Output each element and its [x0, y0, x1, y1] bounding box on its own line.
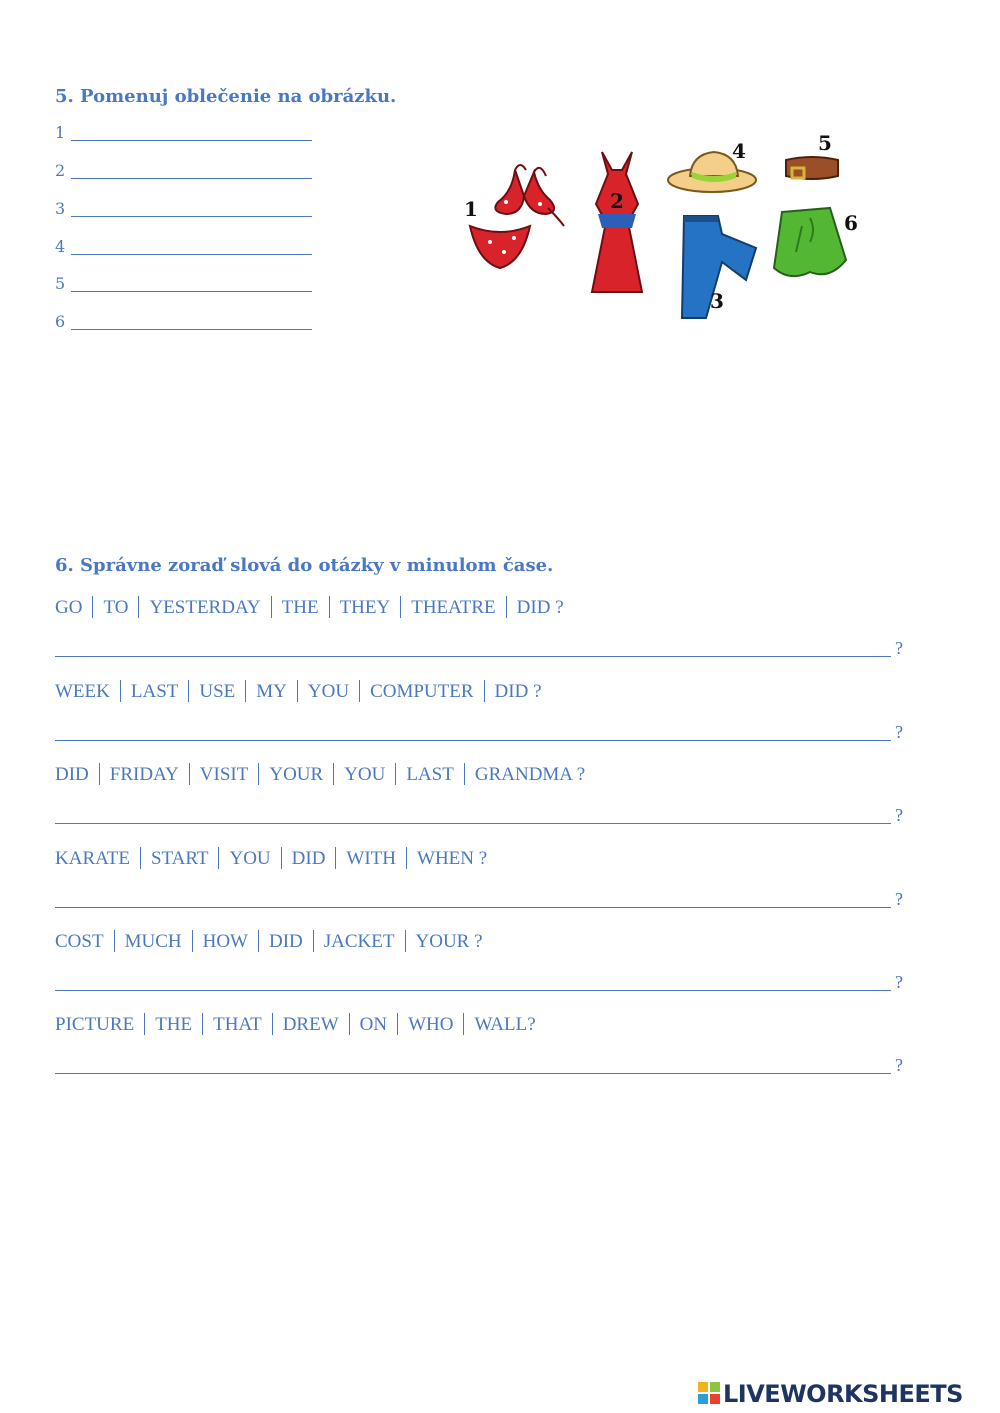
word-separator [406, 847, 407, 869]
question-mark: ? [895, 972, 903, 992]
scrambled-word: GO [55, 597, 83, 618]
word-separator [272, 1013, 273, 1035]
answer-blank[interactable] [55, 656, 891, 657]
word-separator [313, 930, 314, 952]
answer-blank[interactable] [71, 329, 312, 330]
word-separator [400, 596, 401, 618]
word-separator [188, 680, 189, 702]
scrambled-word: DID [55, 764, 89, 785]
picture-number-6: 6 [844, 211, 858, 235]
scrambled-word: FRIDAY [109, 764, 179, 785]
skirt-icon [774, 208, 846, 276]
word-separator [258, 930, 259, 952]
scrambled-word: ON [359, 1014, 388, 1035]
scrambled-word: THAT [213, 1014, 262, 1035]
scrambled-word: DID ? [494, 681, 542, 702]
answer-blank[interactable] [71, 254, 312, 255]
answer-blank[interactable] [71, 178, 312, 179]
scrambled-word: START [150, 848, 209, 869]
scrambled-word: YOU [344, 764, 386, 785]
word-separator [92, 596, 93, 618]
scrambled-word: WALL? [474, 1014, 536, 1035]
answer-blank[interactable] [71, 216, 312, 217]
word-separator [99, 763, 100, 785]
scrambled-word: DID [268, 931, 303, 952]
scrambled-word: USE [199, 681, 236, 702]
picture-number-5: 5 [818, 131, 832, 155]
answer-blank[interactable] [55, 740, 891, 741]
question-mark: ? [895, 638, 903, 658]
scrambled-word: LAST [406, 764, 454, 785]
answer-blank[interactable] [55, 823, 891, 824]
question-answer-line[interactable] [55, 722, 905, 744]
scrambled-word: LAST [130, 681, 179, 702]
scrambled-word: WHEN ? [417, 848, 488, 869]
answer-blank[interactable] [55, 1073, 891, 1074]
word-separator [192, 930, 193, 952]
scrambled-word: GRANDMA ? [474, 764, 586, 785]
word-separator [395, 763, 396, 785]
word-separator [405, 930, 406, 952]
word-separator [484, 680, 485, 702]
scrambled-word: DID ? [516, 597, 564, 618]
word-separator [335, 847, 336, 869]
word-separator [463, 1013, 464, 1035]
scrambled-word: YOUR ? [415, 931, 483, 952]
word-separator [464, 763, 465, 785]
question-mark: ? [895, 889, 903, 909]
scrambled-word: COMPUTER [370, 681, 474, 702]
scrambled-word: WEEK [55, 681, 110, 702]
question-answer-line[interactable] [55, 638, 905, 660]
word-separator [218, 847, 219, 869]
word-separator [297, 680, 298, 702]
question-answer-line[interactable] [55, 805, 905, 827]
answer-blank[interactable] [55, 990, 891, 991]
scrambled-word: YOU [307, 681, 350, 702]
scrambled-word: TO [103, 597, 129, 618]
scrambled-word: JACKET [323, 931, 395, 952]
word-separator [120, 680, 121, 702]
clothes-picture [460, 130, 860, 330]
scrambled-word: MY [256, 681, 287, 702]
bikini-icon [470, 165, 564, 268]
answer-number: 5 [55, 274, 66, 293]
scrambled-word: WITH [346, 848, 397, 869]
liveworksheets-footer [698, 1380, 994, 1408]
scrambled-words-row [55, 596, 564, 620]
scrambled-word: DID [291, 848, 326, 869]
word-separator [349, 1013, 350, 1035]
brand-name: LIVEWORKSHEETS [723, 1380, 963, 1408]
scrambled-words-row [55, 1013, 536, 1037]
word-separator [140, 847, 141, 869]
word-separator [271, 596, 272, 618]
picture-number-1: 1 [464, 197, 478, 221]
scrambled-word: THEY [339, 597, 391, 618]
word-separator [359, 680, 360, 702]
scrambled-word: PICTURE [55, 1014, 135, 1035]
belt-icon [786, 157, 838, 179]
word-separator [329, 596, 330, 618]
question-mark: ? [895, 722, 903, 742]
scrambled-words-row [55, 847, 487, 871]
word-separator [506, 596, 507, 618]
scrambled-word: HOW [202, 931, 248, 952]
word-separator [138, 596, 139, 618]
picture-number-3: 3 [710, 289, 724, 313]
question-answer-line[interactable] [55, 889, 905, 911]
scrambled-word: VISIT [199, 764, 249, 785]
dress-icon [592, 152, 642, 292]
answer-blank[interactable] [71, 140, 312, 141]
scrambled-word: YOUR [269, 764, 324, 785]
question-mark: ? [895, 805, 903, 825]
word-separator [189, 763, 190, 785]
scrambled-word: COST [55, 931, 104, 952]
word-separator [144, 1013, 145, 1035]
question-answer-line[interactable] [55, 1055, 905, 1077]
scrambled-words-row [55, 680, 542, 704]
answer-number: 6 [55, 312, 66, 331]
liveworksheets-logo-icon [698, 1382, 720, 1404]
word-separator [333, 763, 334, 785]
word-separator [202, 1013, 203, 1035]
scrambled-word: YESTERDAY [149, 597, 261, 618]
answer-blank[interactable] [71, 291, 312, 292]
word-separator [281, 847, 282, 869]
picture-number-2: 2 [610, 189, 624, 213]
word-separator [114, 930, 115, 952]
scrambled-word: THE [155, 1014, 193, 1035]
scrambled-words-row [55, 763, 585, 787]
question-answer-line[interactable] [55, 972, 905, 994]
picture-number-4: 4 [732, 139, 746, 163]
answer-number: 1 [55, 123, 66, 142]
scrambled-word: DREW [282, 1014, 339, 1035]
word-separator [245, 680, 246, 702]
scrambled-word: THEATRE [411, 597, 496, 618]
word-separator [258, 763, 259, 785]
scrambled-word: THE [281, 597, 319, 618]
answer-number: 2 [55, 161, 66, 180]
exercise-6-title: 6. Správne zoraď slová do otázky v minulom čase. [55, 555, 554, 576]
answer-blank[interactable] [55, 907, 891, 908]
exercise-5-title: 5. Pomenuj oblečenie na obrázku. [55, 86, 397, 107]
scrambled-words-row [55, 930, 483, 954]
scrambled-word: KARATE [55, 848, 130, 869]
answer-number: 3 [55, 199, 66, 218]
scrambled-word: MUCH [124, 931, 182, 952]
answer-number: 4 [55, 237, 66, 256]
scrambled-word: YOU [229, 848, 271, 869]
word-separator [397, 1013, 398, 1035]
scrambled-word: WHO [408, 1014, 454, 1035]
question-mark: ? [895, 1055, 903, 1075]
